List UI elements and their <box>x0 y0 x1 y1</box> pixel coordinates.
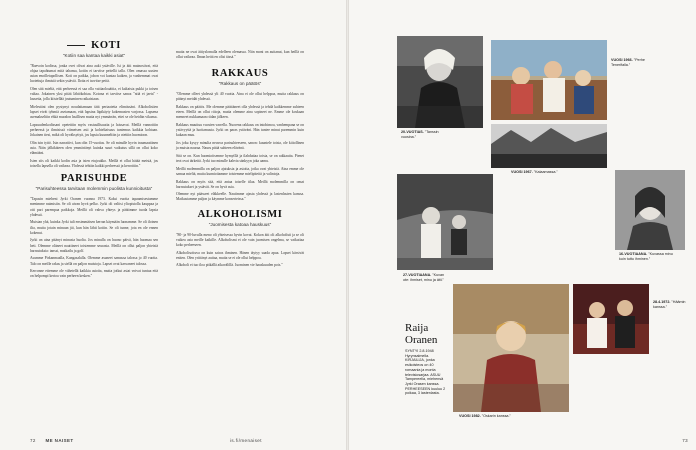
paragraph: Olen sitä mieltä, että perheessä ei saa olla vaitiaoloaättia, ei kaltaista pukki ja toisen valtaa. Jokainen yksi pitää lähtökohtaa. Kotona ei tarvitse sanoa "niiä ei jaeta" -lausetta, jolla kiistellää joutuminen ratkaistaan. <box>30 87 158 102</box>
caption-3: VUOSI 1967. "Kalaamassa." <box>511 170 558 174</box>
section-alkoholismi <box>176 209 304 269</box>
photo-girl-portrait <box>615 170 685 250</box>
section-parisuhde <box>30 173 158 279</box>
paragraph: Alkoholisoituva on kuin sairas ihminen. Hänen täytyy saada apua. Lapset kärsivät eniten. Olen yrittänyt auttaa, mutta se ei ole ollut helppoa. <box>176 250 304 260</box>
paragraph: Rakkaus on myös sitä, että antaa toiselle tilaa. Meillä molemmilla on omat harrastukset ja ystävät. Se on hyvä asia. <box>176 179 304 189</box>
photo-art <box>573 284 649 354</box>
photo-art <box>491 40 607 120</box>
bio-name: Raija Oranen <box>405 322 438 346</box>
caption-7: 28.4.1972. "Häämin kanssa." <box>653 300 686 309</box>
photo-family-color <box>491 40 607 120</box>
right-page <box>349 0 696 450</box>
photo-art <box>453 284 569 412</box>
section-rakkaus <box>176 68 304 202</box>
paragraph: Isien siis oli kaikki kodin asia ja isien etujoukko. Meillä ei ollut hätää meistä, jos toisella lapsella oli vaikeaa. Yhdessä tehtiin kaikki perheessä ja kerrottiin." <box>30 159 158 169</box>
section-koti <box>30 40 158 169</box>
paragraph: Meillä molemmilla on paljon ajatuksia ja asioita, jotka ovat yhteisiä. Aina emme ole samaa mieltä, mutta kunnioitamme toistemme mielipiteitä ja valintoja. <box>176 166 304 176</box>
column-2 <box>176 50 304 271</box>
section-deck: "Rakkaus on päätös" <box>218 81 262 87</box>
page-number: 73 <box>682 438 688 443</box>
photo-art <box>397 174 493 270</box>
paragraph: "Tapasin mieheni Jyrki Oranen vuonna 1973. Kaksi vuotta tapaamisestamme menimme naimisiin. Se oli aivan hyvä pelko. Jyrki oli valitsi yliopistolla kauppaa ja otti pari parempaa paikkoja. Meillä oli vahva yhteys ja päätimme tuoda lapsia yhdessä. <box>30 197 158 217</box>
photo-art <box>615 170 685 250</box>
photo-child-color <box>453 284 569 412</box>
photo-art <box>397 36 483 128</box>
caption-1: 20-VUOTIAS. "Tanssin vuosina." <box>401 130 439 139</box>
paragraph: Sitä se on. Kun huomioitsenme hymyillä ja ilahduttaa toista, se on rakkautta. Pienet teot ovat tärkeitä. Jyrki tuo minulle kahvia sänkyyn joka aamu. <box>176 153 304 164</box>
paragraph: Jyrki on aina pitänyt minusta huolta. Jos minulla on huono päivä, hän huomaa sen heti. Olemme oläneet nauttineet toistemme seurasta. Meillä on ollut paljon yhteisiä harrastuksia: tanssi, matkailu ja golf. <box>30 238 158 253</box>
paragraph: Muistan yhä, kuinka Jyrki tuli ensimmäisen kerran käymään luonamme. Se oli iloinen ilta, mutta jotain minuun jäi, kun hän lähti kotiin. Se oli tunne, jota en ole ennen kokenut. <box>30 220 158 235</box>
photo-wedding-color <box>573 284 649 354</box>
paragraph: Rakkaus on päätös. Me olemme päättäneet olla yhdessä ja tehdä kaikkemme suhteen eteen. Meillä on ollut riitoja, mutta olemme aina sopineet ne. Emme ole koskaan menneet nukkumaan riidan jälkeen. <box>176 105 304 120</box>
section-deck: "Kotiin saa kantaa kaikki asiat" <box>62 53 126 58</box>
section-deck: "Parisuhteessa tarvitaan molemmin puolista kunnioitusta" <box>35 186 153 192</box>
bio-text: SYNTYI 2.8.1948 Hyrynsalmella. KIRJAILIJA, jonka esikoisteos on 40 romaania ja monta televisiosarjaa. ASUU Tampereella, miehensä Jyrki Orasen kanssa. PERHEESEEN kuuluu 2 poikaa, 3 lastenlasta. <box>405 349 446 396</box>
left-page <box>0 0 346 450</box>
paragraph: Olemme nyt päässeet eläkkeelle. Nautimme ajasta yhdessä ja lastenlasten kanssa. Matkustamme paljon ja käymme konserteissa." <box>176 192 304 202</box>
paragraph: Olin isin tyttö. Isin narratiivi, kun olin 15-vuotias. Se oli minulle hyvin traumaattinen asia. Näin jälkikäteen olen ymmärtänyt kuinka suuri vaikutus sillä on ollut koko elämääni. <box>30 141 158 156</box>
paragraph: Mielestäni olen pystynyt noudattamaan tätä periaatetta elimässäni. Alkoholistien lapset eivät tyhmiä asetamaan, että lapsina läpikäyty kokemusten varjossa. Lapsena asemakseltiin ehkä muodon lasillisen mutta nyt ymmärrän, ettei se ole heidän vikansa. <box>30 105 158 120</box>
caption-6: VUOSI 1982. "Oskarin kanssa." <box>459 414 511 418</box>
paragraph: mutta ne ovat äitiyslomalla edelleen olemassa. Niin moni on auttanut, kun heillä on ollut vaikeaa. Ilman heitä en olisi tässä." <box>176 50 304 60</box>
photo-garden-family <box>397 174 493 270</box>
paragraph: "Olemme olleet yhdessä yli 40 vuotta. Aina ei ole ollut helppoa, mutta rakkaus on pitänyt meidät yhdessä. <box>176 92 304 102</box>
caption-2: VUOSI 1966. "Perhe Tenerifalla." <box>611 58 645 67</box>
column-1 <box>30 40 158 282</box>
section-heading: ALKOHOLISMI <box>197 208 283 220</box>
paragraph: Kerronne ettemme ole vähetellä kaikkia asioita, mutta jotkut asiat voivat tuntua että on helpompi kertoa vain perheen kesken." <box>30 269 158 279</box>
paragraph: "Raevoin kodissa, jonka ovet olivat aina auki ystäville. Isi ja äiti mainostivat, että ohjaa tapahtumat mitä tahansa, kotiin ei tarvitse peitellä talla. Olen omassa uusien asian enoilletapollisen. Koti on paikka, johon voi kantaa kaiken, ja vanhemmat ovat luotettuja ihmisiä sekin ystäviä. Ilotta ei tarvitse peitä. <box>30 64 158 84</box>
paragraph: Rakkaus muuttuu vuosien varrella. Nuorena rakkaus on intohimoa, vanhempana se on ystävyyttä ja luottamusta. Jyrki on paras ystäväni. Hän tuntee minut paremmin kuin kukaan muu. <box>176 123 304 138</box>
paragraph: Jos joku kysyy minulta neuvoa parisuhteeseen, sanon: kuuntele toista, ole kiitollinen ja muista nauraa. Nauru pitää suhteen elävänä. <box>176 141 304 151</box>
photo-art <box>491 124 607 168</box>
paragraph: Asumme Pirkanmaalla, Kangasalalla. Olemme asuneet samassa talossa jo 40 vuotta. Talo on meille rakas ja siellä on paljon muistoja. Lapset ovat kasvaneet talossa. <box>30 256 158 266</box>
heading-rule <box>67 45 85 46</box>
paragraph: "80- ja 90-luvulla meno oli yhteisessa hyvin kovat. Kokon äiti oli alkoholisti ja se oli vaikea asia meille kaikille. Alkoholismi ei ole vain juomisen ongelma, se vaikuttaa koko perheeseen. <box>176 232 304 247</box>
paragraph: Alkoholi ei tuo iloa pitkällä aikavälillä. Juominen vie hauskuuden pois." <box>176 263 283 268</box>
section-heading: PARISUHDE <box>60 173 128 185</box>
paragraph: Lapsuudenkodissani opetettiin myös vastuullisuutta ja laissavat. Meillä vannottiin perheessä ja ihmisissä viimeisen asti ja kohteliaisuus tuntemus kaikkia kohtaan. Jokainen tiesi, mikä oli hyväksyttyä, jos lapsia kuunneltiin ja otettiin huomioon. <box>30 123 158 138</box>
photo-young-woman <box>397 36 483 128</box>
photo-outdoor <box>491 124 607 168</box>
section-heading: RAKKAUS <box>211 68 269 80</box>
section-heading: KOTI <box>30 40 158 51</box>
footer-url: is.fi/menaiset <box>230 438 262 443</box>
footer-right <box>682 438 688 443</box>
magazine-name: ME NAISET <box>45 438 74 443</box>
section-deck: "Juomisesta katoaa hauskuus" <box>208 221 272 227</box>
page-number: 72 <box>30 438 36 443</box>
caption-5: 27-VUOTIAANA. "Kuvan ote: ihmiset, minu ja äiti." <box>403 273 445 282</box>
footer-left <box>30 438 74 443</box>
caption-4: 16-VUOTIAANA. "Kuvassa minu kuin tuttu ihminen." <box>619 252 673 261</box>
